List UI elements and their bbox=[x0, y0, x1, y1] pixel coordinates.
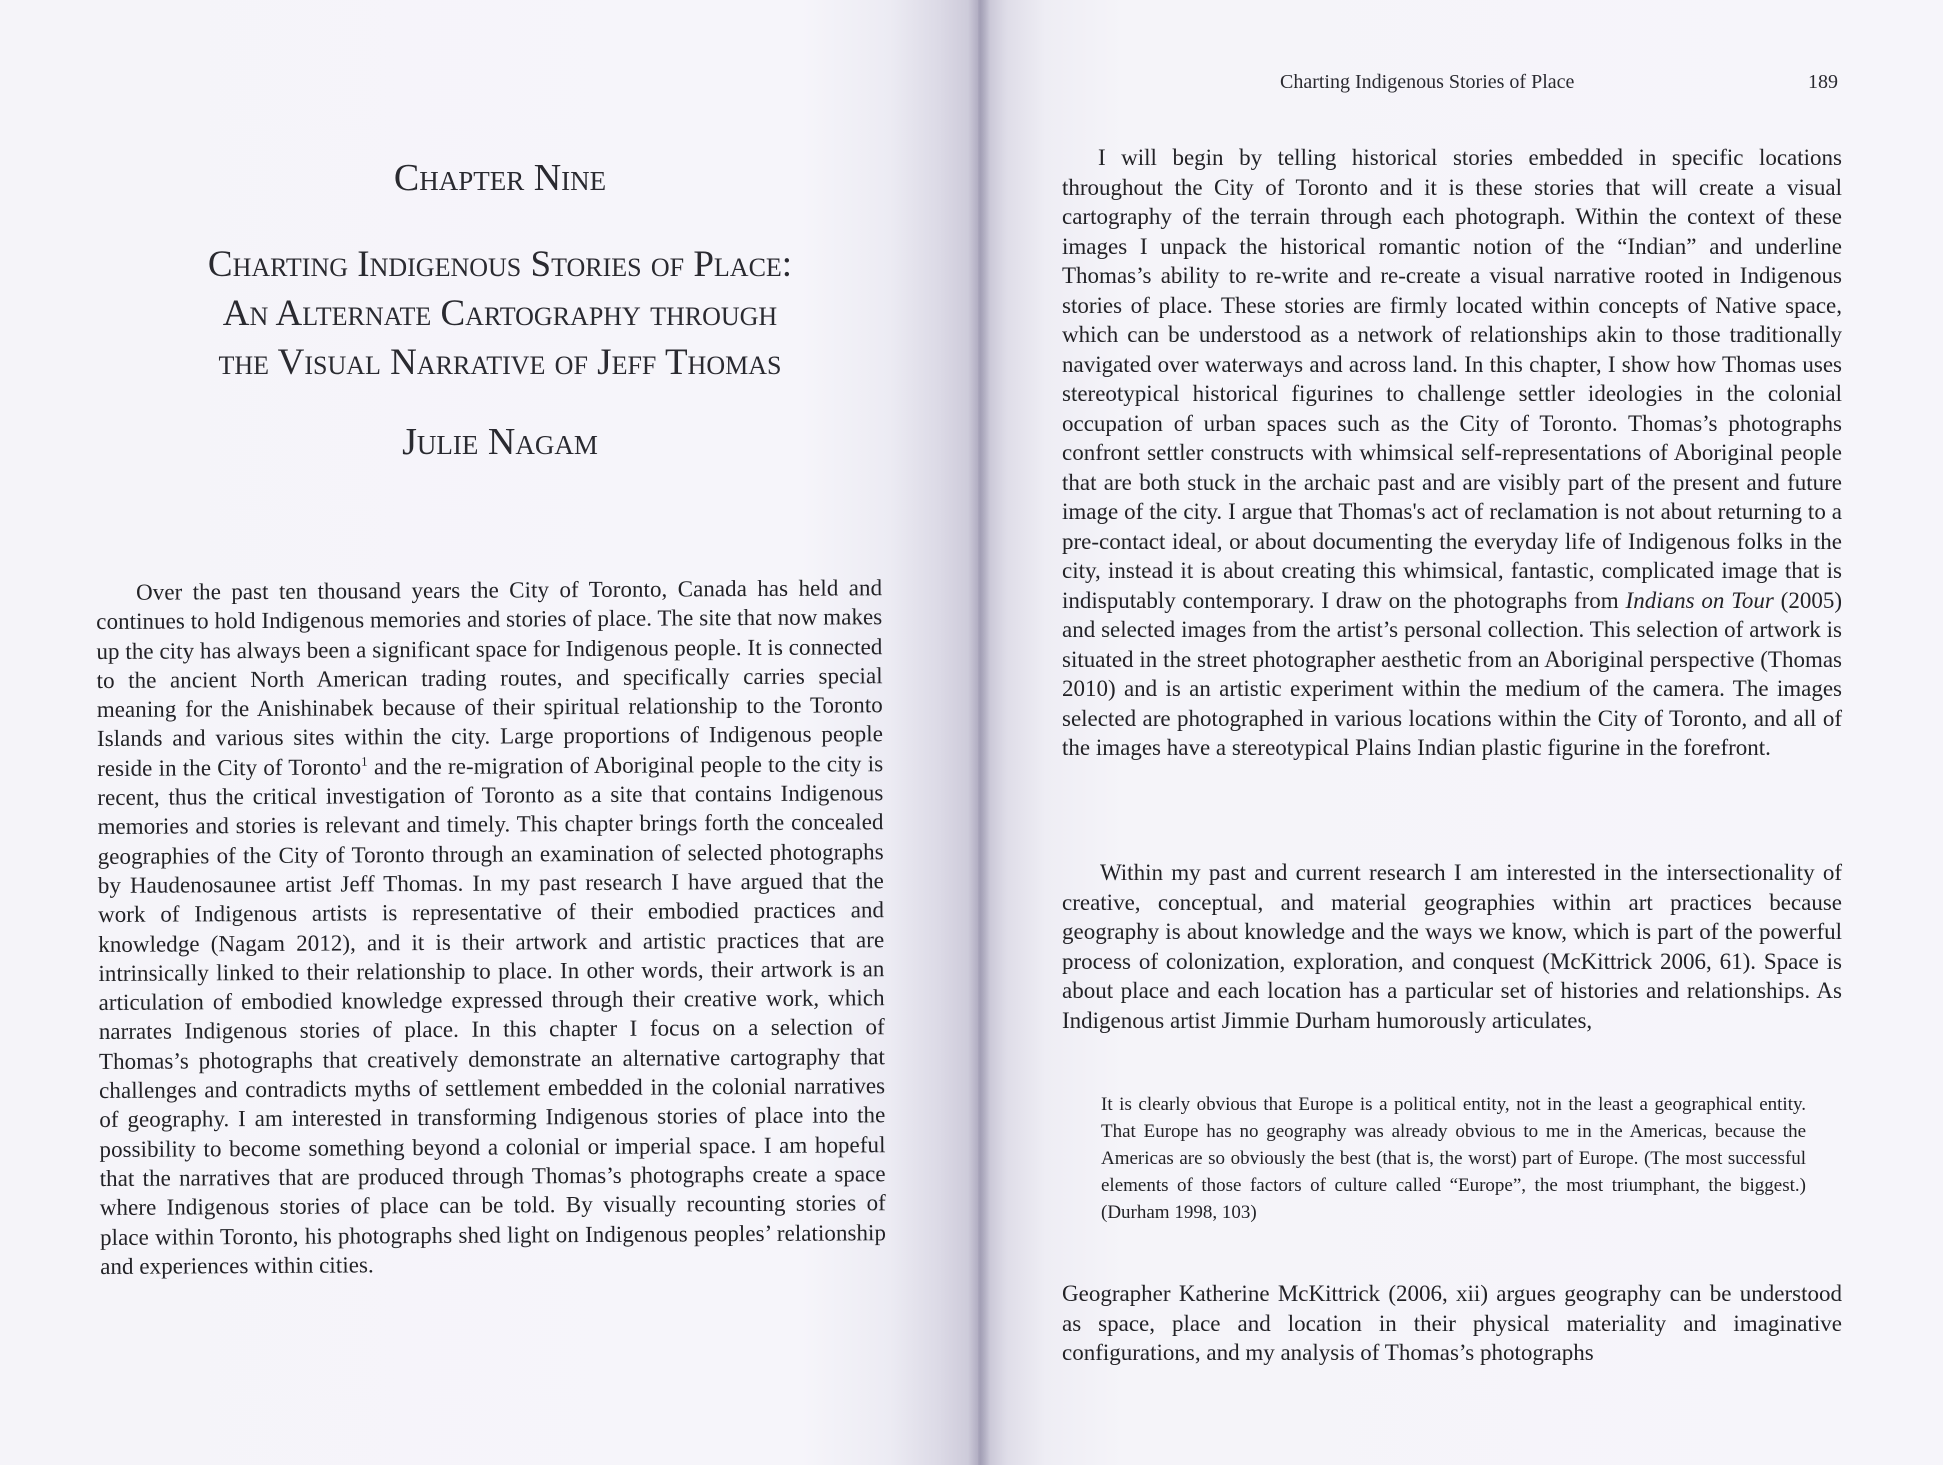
chapter-title bbox=[100, 240, 900, 387]
chapter-label: Chapter Nine bbox=[393, 157, 607, 199]
chapter-title-line: An Alternate Cartography through bbox=[222, 293, 778, 334]
block-quote: It is clearly obvious that Europe is a political entity, not in the least a geographical entity. That Europe has no geography was already obvious to me in the Americas, because the Americas are so obviously the best (that is, the worst) part of Europe. (The most successful elements of those factors of culture called “Europe”, the most triumphant, the biggest.) (Durham 1998, 103) bbox=[1101, 1094, 1806, 1223]
book-gutter bbox=[968, 0, 990, 1465]
running-head: Charting Indigenous Stories of Place bbox=[1280, 71, 1575, 93]
chapter-title-line: Charting Indigenous Stories of Place: bbox=[207, 244, 793, 285]
italic-book-title: Indians on Tour bbox=[1625, 587, 1774, 613]
paragraph-text: (2005) and selected images from the artist’s personal collection. This selection of artwork is situated in the street photographer aesthetic from an Aboriginal perspective (Thomas 2010) and is an artistic experiment within the medium of the camera. The images selected are photographed in various locations within the City of Toronto, and all of the images have a stereotypical Plains Indian plastic figurine in the forefront. bbox=[1062, 587, 1842, 760]
paragraph-text: and the re-migration of Aboriginal people to the city is recent, thus the critical investigation of Toronto as a site that contains Indigenous memories and stories is relevant and timely. This chapter brings forth the concealed geographies of the City of Toronto through an examination of selected photographs by Haudenosaunee artist Jeff Thomas. In my past research I have argued that the work of Indigenous artists is representative of their embodied practices and knowledge (Nagam 2012), and it is their artwork and artistic practices that are intrinsically linked to their relationship to place. In other words, their artwork is an articulation of embodied knowledge expressed through their creative work, which narrates Indigenous stories of place. In this chapter I focus on a selection of Thomas’s photographs that creatively demonstrate an alternative cartography that challenges and contradicts myths of settlement embedded in the colonial narratives of geography. I am interested in transforming Indigenous stories of place into the possibility to become something beyond a colonial or imperial space. I am hopeful that the narratives that are produced through Thomas’s photographs create a space where Indigenous stories of place can be told. By visually recounting stories of place within Toronto, his photographs shed light on Indigenous peoples’ relationship and experiences within cities. bbox=[97, 750, 887, 1279]
body-paragraph bbox=[96, 573, 886, 1281]
paragraph-text: I will begin by telling historical stories embedded in specific locations throughout the City of Toronto and it is these stories that will create a visual cartography of the terrain through each photograph. Within the context of these images I unpack the historical romantic notion of the “Indian” and underline Thomas’s ability to re-write and re-create a visual narrative rooted in Indigenous stories of place. These stories are firmly located within concepts of Native space, which can be understood as a network of relationships akin to those traditionally navigated over waterways and across land. In this chapter, I show how Thomas uses stereotypical historical figurines to challenge settler ideologies in the colonial occupation of urban spaces such as the City of Toronto. Thomas’s photographs confront settler constructs with whimsical self-representations of Aboriginal people that are both stuck in the archaic past and are visibly part of the present and future image of the city. I argue that Thomas's act of reclamation is not about returning to a pre-contact ideal, or about documenting the everyday life of Indigenous folks in the city, instead it is about creating this whimsical, fantastic, complicated image that is indisputably contemporary. I draw on the photographs from bbox=[1062, 145, 1842, 613]
body-paragraph: Geographer Katherine McKittrick (2006, xii) argues geography can be understood as space, place and location in their physical materiality and imaginative configurations, and my analysis of Thomas’s photographs bbox=[1062, 1281, 1842, 1365]
body-paragraph: Within my past and current research I am interested in the intersectionality of creative, conceptual, and material geographies within art practices because geography is about knowledge and the ways we know, which is part of the powerful process of colonization, exploration, and conquest (McKittrick 2006, 61). Space is about place and each location has a particular set of histories and relationships. As Indigenous artist Jimmie Durham humorously articulates, bbox=[1062, 860, 1842, 1033]
footnote-marker: 1 bbox=[361, 753, 368, 769]
chapter-author: Julie Nagam bbox=[402, 421, 598, 463]
body-paragraph bbox=[1062, 143, 1842, 763]
chapter-title-line: the Visual Narrative of Jeff Thomas bbox=[218, 342, 782, 383]
paragraph-text: Over the past ten thousand years the City of Toronto, Canada has held and continues to hold Indigenous memories and stories of place. The site that now makes up the city has always been a significant space for Indigenous people. It is connected to the ancient North American trading routes, and specifically carries special meaning for the Anishinabek because of their spiritual relationship to the Toronto Islands and various sites within the city. Large proportions of Indigenous people reside in the City of Toronto bbox=[96, 575, 884, 781]
page-number: 189 bbox=[1808, 71, 1838, 93]
